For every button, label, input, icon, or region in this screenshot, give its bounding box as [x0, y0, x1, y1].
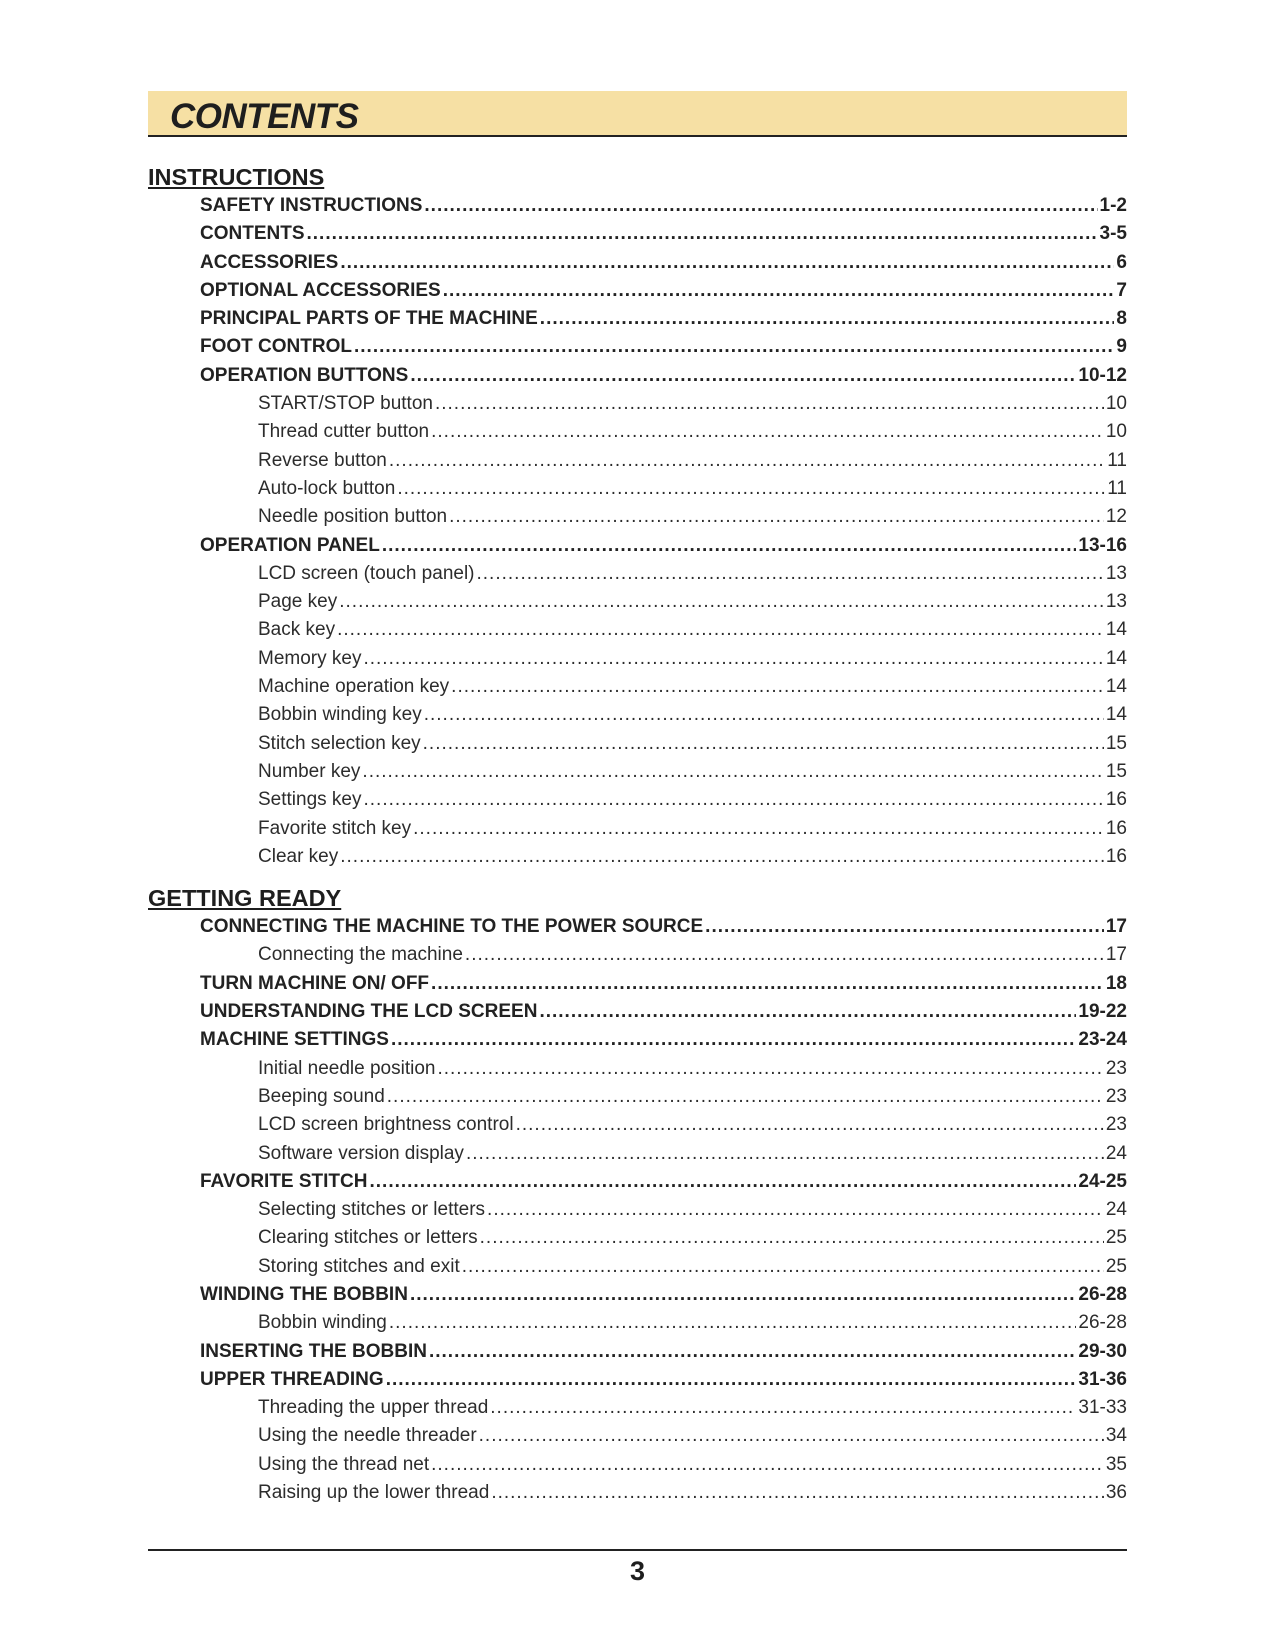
toc-subentry[interactable] — [148, 1055, 1127, 1083]
toc-entry-page: 31-33 — [1078, 1397, 1127, 1419]
toc-entry-page: 36 — [1105, 1482, 1127, 1504]
toc-entry-page: 18 — [1105, 972, 1127, 994]
section-heading: GETTING READY — [148, 885, 342, 912]
dot-leader — [389, 447, 1105, 475]
toc-entry-label: UPPER THREADING — [200, 1368, 384, 1390]
dot-leader — [705, 913, 1104, 941]
toc-entry-label: Threading the upper thread — [258, 1397, 489, 1419]
toc-entry-page: 34 — [1105, 1425, 1127, 1447]
toc-entry-page: 1-2 — [1099, 195, 1127, 216]
dot-leader — [491, 1479, 1104, 1507]
dot-leader — [340, 249, 1114, 277]
toc-entry-page: 16 — [1105, 845, 1127, 867]
toc-entry-page: 14 — [1105, 647, 1127, 669]
toc-entry-page: 16 — [1105, 789, 1127, 811]
toc-subentry[interactable] — [148, 941, 1127, 969]
toc-subentry[interactable] — [148, 815, 1127, 843]
toc-entry-label: TURN MACHINE ON/ OFF — [200, 972, 430, 994]
toc-entry-page: 11 — [1107, 449, 1127, 471]
toc-subentry[interactable] — [148, 645, 1127, 673]
toc-entry-page: 29-30 — [1078, 1340, 1127, 1362]
toc-subentry[interactable] — [148, 1224, 1127, 1252]
toc-entry[interactable] — [148, 1281, 1127, 1309]
toc-entry-page: 23 — [1105, 1114, 1127, 1136]
toc-entry-page: 14 — [1105, 704, 1127, 726]
toc-subentry[interactable] — [148, 1111, 1127, 1139]
toc-entry-page: 16 — [1105, 817, 1127, 839]
dot-leader — [490, 1394, 1076, 1422]
toc-entry-page: 24 — [1105, 1142, 1127, 1164]
toc-entry-page: 7 — [1116, 279, 1127, 301]
toc-entry-label: Software version display — [258, 1142, 464, 1164]
toc-subentry[interactable] — [148, 786, 1127, 814]
toc-entry[interactable] — [148, 1026, 1127, 1054]
dot-leader — [340, 843, 1104, 871]
footer-divider — [148, 1549, 1127, 1551]
toc-entry-page: 31-36 — [1078, 1368, 1127, 1390]
dot-leader — [387, 1083, 1104, 1111]
toc-entry-label: Reverse button — [258, 449, 387, 471]
toc-entry-label: PRINCIPAL PARTS OF THE MACHINE — [200, 308, 538, 330]
toc-entry-label: UNDERSTANDING THE LCD SCREEN — [200, 1001, 538, 1023]
toc-subentry[interactable] — [148, 418, 1127, 446]
contents-title-bar — [148, 91, 1127, 137]
dot-leader — [382, 532, 1077, 560]
toc-entry-label: Thread cutter button — [258, 421, 430, 443]
toc-subentry[interactable] — [148, 1253, 1127, 1281]
section-heading: INSTRUCTIONS — [148, 164, 325, 190]
toc-entry-label: Raising up the lower thread — [258, 1482, 490, 1504]
dot-leader — [540, 305, 1115, 333]
toc-entry[interactable] — [148, 362, 1127, 390]
toc-entry-page: 10 — [1105, 393, 1127, 415]
dot-leader — [391, 1026, 1076, 1054]
dot-leader — [431, 1451, 1104, 1479]
toc-entry-page: 23 — [1105, 1085, 1127, 1107]
toc-entry-label: FOOT CONTROL — [200, 336, 352, 358]
toc-entry-label: WINDING THE BOBBIN — [200, 1283, 408, 1305]
toc-subentry[interactable] — [148, 1394, 1127, 1422]
toc-subentry[interactable] — [148, 390, 1127, 418]
toc-entry[interactable] — [148, 1366, 1127, 1394]
toc-entry[interactable] — [148, 305, 1127, 333]
toc-entry-label: INSERTING THE BOBBIN — [200, 1340, 427, 1362]
toc-entry-page: 8 — [1116, 308, 1127, 330]
toc-subentry[interactable] — [148, 701, 1127, 729]
toc-subentry[interactable] — [148, 843, 1127, 871]
dot-leader — [413, 815, 1104, 843]
toc-entry-label: Storing stitches and exit — [258, 1255, 460, 1277]
toc-entry-label: Favorite stitch key — [258, 817, 412, 839]
toc-subentry[interactable] — [148, 758, 1127, 786]
toc-subentry[interactable] — [148, 1140, 1127, 1168]
toc-entry-page: 24-25 — [1078, 1170, 1127, 1192]
toc-entry-label: Initial needle position — [258, 1057, 436, 1079]
dot-leader — [339, 588, 1104, 616]
dot-leader — [477, 560, 1104, 588]
toc-entry-label: Settings key — [258, 789, 362, 811]
toc-subentry[interactable] — [148, 560, 1127, 588]
table-of-contents — [148, 162, 1127, 1507]
toc-subentry[interactable] — [148, 1083, 1127, 1111]
toc-entry[interactable] — [148, 220, 1127, 248]
dot-leader — [479, 1422, 1104, 1450]
toc-entry[interactable] — [148, 1338, 1127, 1366]
dot-leader — [443, 277, 1115, 305]
toc-entry[interactable] — [148, 532, 1127, 560]
dot-leader — [465, 941, 1104, 969]
dot-leader — [435, 390, 1104, 418]
page-title: CONTENTS — [170, 97, 359, 136]
toc-entry-page: 3-5 — [1099, 223, 1127, 245]
toc-entry[interactable] — [148, 192, 1127, 220]
toc-entry-page: 24 — [1105, 1199, 1127, 1221]
toc-entry[interactable] — [148, 277, 1127, 305]
dot-leader — [369, 1168, 1076, 1196]
toc-entry-label: OPTIONAL ACCESSORIES — [200, 279, 441, 301]
toc-entry-label: Bobbin winding — [258, 1312, 387, 1334]
dot-leader — [424, 192, 1097, 220]
toc-entry-page: 11 — [1107, 477, 1127, 499]
toc-entry-label: Stitch selection key — [258, 732, 421, 754]
dot-leader — [410, 1281, 1076, 1309]
toc-entry-page: 19-22 — [1078, 1001, 1127, 1023]
toc-entry-label: Clearing stitches or letters — [258, 1227, 478, 1249]
dot-leader — [539, 998, 1076, 1026]
toc-entry[interactable] — [148, 249, 1127, 277]
toc-subentry[interactable] — [148, 616, 1127, 644]
toc-entry-label: CONTENTS — [200, 223, 305, 245]
toc-subentry[interactable] — [148, 1309, 1127, 1337]
toc-entry-page: 26-28 — [1078, 1312, 1127, 1334]
dot-leader — [423, 730, 1104, 758]
toc-entry-page: 23-24 — [1078, 1029, 1127, 1051]
toc-entry-label: Beeping sound — [258, 1085, 385, 1107]
toc-entry-label: Number key — [258, 760, 361, 782]
toc-entry-label: Page key — [258, 591, 338, 613]
toc-entry-page: 17 — [1105, 944, 1127, 966]
dot-leader — [429, 1338, 1076, 1366]
dot-leader — [466, 1140, 1104, 1168]
dot-leader — [451, 673, 1104, 701]
dot-leader — [462, 1253, 1104, 1281]
dot-leader — [307, 220, 1098, 248]
toc-entry-label: SAFETY INSTRUCTIONS — [200, 195, 423, 216]
dot-leader — [437, 1055, 1103, 1083]
toc-entry-page: 12 — [1105, 506, 1127, 528]
toc-entry[interactable] — [148, 333, 1127, 361]
toc-subentry[interactable] — [148, 1196, 1127, 1224]
toc-entry-label: ACCESSORIES — [200, 251, 339, 273]
dot-leader — [410, 362, 1076, 390]
toc-entry-label: Bobbin winding key — [258, 704, 422, 726]
toc-entry-page: 14 — [1105, 676, 1127, 698]
toc-entry[interactable] — [148, 998, 1127, 1026]
toc-entry-label: Machine operation key — [258, 676, 450, 698]
toc-subentry[interactable] — [148, 588, 1127, 616]
toc-subentry[interactable] — [148, 673, 1127, 701]
toc-entry-page: 13 — [1105, 562, 1127, 584]
toc-entry-page: 10-12 — [1078, 364, 1127, 386]
toc-entry-label: Back key — [258, 619, 336, 641]
toc-entry-label: OPERATION PANEL — [200, 534, 380, 556]
toc-entry-page: 14 — [1105, 619, 1127, 641]
toc-entry-page: 35 — [1105, 1453, 1127, 1475]
toc-subentry[interactable] — [148, 730, 1127, 758]
toc-entry-label: OPERATION BUTTONS — [200, 364, 409, 386]
toc-entry-page: 26-28 — [1078, 1283, 1127, 1305]
toc-subentry[interactable] — [148, 1422, 1127, 1450]
toc-entry-label: LCD screen (touch panel) — [258, 562, 475, 584]
toc-entry-page: 25 — [1105, 1255, 1127, 1277]
dot-leader — [362, 758, 1103, 786]
toc-entry-label: Auto-lock button — [258, 477, 396, 499]
toc-subentry[interactable] — [148, 475, 1127, 503]
toc-entry-label: LCD screen brightness control — [258, 1114, 514, 1136]
dot-leader — [354, 333, 1114, 361]
dot-leader — [516, 1111, 1104, 1139]
dot-leader — [431, 418, 1104, 446]
dot-leader — [424, 701, 1104, 729]
toc-entry-page: 13-16 — [1078, 534, 1127, 556]
page-number: 3 — [629, 1556, 646, 1586]
toc-entry-page: 25 — [1105, 1227, 1127, 1249]
toc-subentry[interactable] — [148, 1479, 1127, 1507]
dot-leader — [389, 1309, 1077, 1337]
toc-entry-page: 13 — [1105, 591, 1127, 613]
toc-subentry[interactable] — [148, 1451, 1127, 1479]
toc-entry-page: 15 — [1105, 760, 1127, 782]
dot-leader — [449, 503, 1104, 531]
toc-entry-page: 15 — [1105, 732, 1127, 754]
dot-leader — [480, 1224, 1104, 1252]
toc-entry-page: 17 — [1105, 916, 1127, 938]
toc-entry-label: CONNECTING THE MACHINE TO THE POWER SOURCE — [200, 916, 704, 938]
toc-entry[interactable] — [148, 1168, 1127, 1196]
dot-leader — [363, 645, 1103, 673]
toc-entry-page: 6 — [1116, 251, 1127, 273]
dot-leader — [487, 1196, 1104, 1224]
dot-leader — [337, 616, 1104, 644]
toc-entry-label: Needle position button — [258, 506, 448, 528]
dot-leader — [431, 970, 1104, 998]
toc-entry-label: Connecting the machine — [258, 944, 463, 966]
toc-entry-label: Using the thread net — [258, 1453, 430, 1475]
toc-entry-label: Using the needle threader — [258, 1425, 477, 1447]
toc-entry-label: MACHINE SETTINGS — [200, 1029, 389, 1051]
dot-leader — [386, 1366, 1077, 1394]
toc-entry-page: 10 — [1105, 421, 1127, 443]
toc-subentry[interactable] — [148, 503, 1127, 531]
toc-subentry[interactable] — [148, 447, 1127, 475]
toc-entry-label: Selecting stitches or letters — [258, 1199, 486, 1221]
toc-entry-label: START/STOP button — [258, 393, 433, 415]
dot-leader — [397, 475, 1105, 503]
toc-entry-label: Clear key — [258, 845, 339, 867]
dot-leader — [364, 786, 1104, 814]
toc-entry-page: 9 — [1116, 336, 1127, 358]
toc-entry-label: Memory key — [258, 647, 362, 669]
toc-entry[interactable] — [148, 913, 1127, 941]
toc-entry-page: 23 — [1105, 1057, 1127, 1079]
toc-entry[interactable] — [148, 970, 1127, 998]
toc-entry-label: FAVORITE STITCH — [200, 1170, 368, 1192]
